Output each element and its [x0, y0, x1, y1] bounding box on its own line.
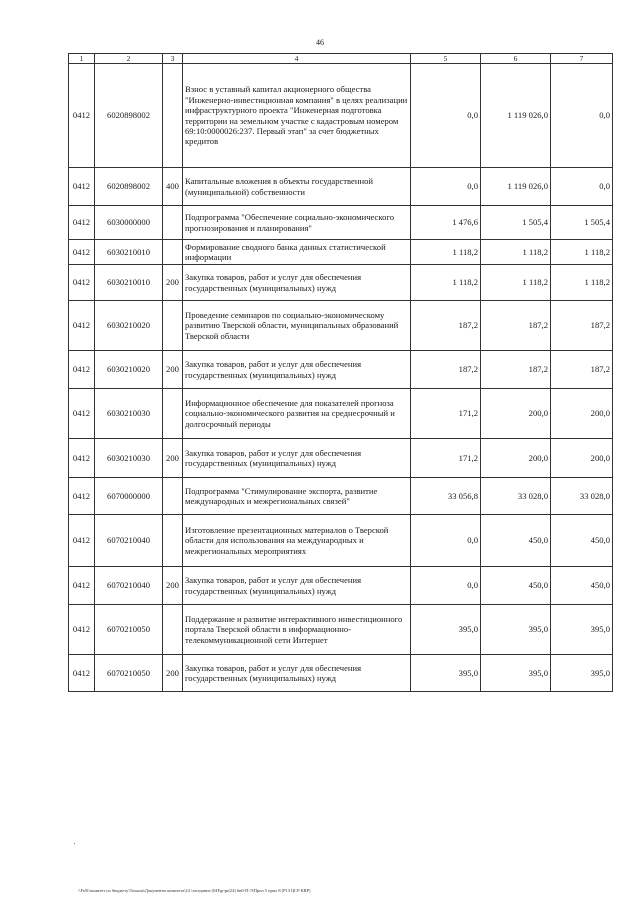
amount-col5: 1 476,6	[411, 206, 481, 240]
table-row	[69, 567, 613, 605]
amount-col5: 0,0	[411, 168, 481, 206]
expense-name: Закупка товаров, работ и услуг для обеспечения государственных (муниципальных) нужд	[183, 439, 411, 478]
table-row	[69, 168, 613, 206]
amount-col6: 187,2	[481, 301, 551, 351]
amount-col6: 33 028,0	[481, 478, 551, 515]
amount-col6: 187,2	[481, 351, 551, 389]
file-path-footer: \\Fs01\комитет по бюджету\Тольша\Документы комитета\24 \заседание (04Fgr\pr(24) 6н0-П-Э\Прил 5 прил 8 (Р13 ЦСР КВР)	[78, 888, 311, 893]
table-row	[69, 389, 613, 439]
amount-col6: 200,0	[481, 389, 551, 439]
expense-name: Закупка товаров, работ и услуг для обеспечения государственных (муниципальных) нужд	[183, 265, 411, 301]
amount-col5: 0,0	[411, 64, 481, 168]
amount-col7: 200,0	[551, 389, 613, 439]
amount-col7: 0,0	[551, 168, 613, 206]
amount-col5: 187,2	[411, 301, 481, 351]
expense-type-code: 200	[163, 655, 183, 692]
page-number: 46	[316, 38, 324, 47]
target-article-code: 6030000000	[95, 206, 163, 240]
section-code: 0412	[69, 655, 95, 692]
amount-col6: 1 118,2	[481, 240, 551, 265]
expense-type-code	[163, 240, 183, 265]
target-article-code: 6070210040	[95, 515, 163, 567]
expense-type-code	[163, 605, 183, 655]
amount-col7: 1 505,4	[551, 206, 613, 240]
section-code: 0412	[69, 605, 95, 655]
column-number-7: 7	[551, 54, 613, 64]
expense-type-code: 400	[163, 168, 183, 206]
table-row	[69, 265, 613, 301]
amount-col5: 0,0	[411, 567, 481, 605]
expense-name: Подпрограмма "Стимулирование экспорта, развитие международных и межрегиональных связей"	[183, 478, 411, 515]
expense-type-code	[163, 515, 183, 567]
amount-col7: 200,0	[551, 439, 613, 478]
amount-col7: 187,2	[551, 301, 613, 351]
expense-type-code: 200	[163, 265, 183, 301]
table-row	[69, 206, 613, 240]
expense-name: Поддержание и развитие интерактивного инвестиционного портала Тверской области в информационно-телекоммуникационной сети Интернет	[183, 605, 411, 655]
table-row	[69, 439, 613, 478]
amount-col7: 450,0	[551, 515, 613, 567]
expense-type-code: 200	[163, 351, 183, 389]
amount-col6: 395,0	[481, 655, 551, 692]
table-row	[69, 515, 613, 567]
target-article-code: 6030210030	[95, 439, 163, 478]
table-row	[69, 605, 613, 655]
target-article-code: 6030210030	[95, 389, 163, 439]
target-article-code: 6070210050	[95, 655, 163, 692]
expense-name: Взнос в уставный капитал акционерного общества "Инженерно-инвестиционная компания" в целях реализации инфраструктурного проекта "Инженерная подготовка территории на земельном участке с кадастровым номером 69:10:0000026:237. Первый этап" за счет бюджетных кредитов	[183, 64, 411, 168]
section-code: 0412	[69, 206, 95, 240]
column-number-5: 5	[411, 54, 481, 64]
column-number-4: 4	[183, 54, 411, 64]
expense-type-code	[163, 206, 183, 240]
scan-mark	[74, 843, 75, 844]
amount-col6: 1 119 026,0	[481, 168, 551, 206]
expense-name: Капитальные вложения в объекты государственной (муниципальной) собственности	[183, 168, 411, 206]
amount-col5: 395,0	[411, 605, 481, 655]
section-code: 0412	[69, 265, 95, 301]
section-code: 0412	[69, 168, 95, 206]
section-code: 0412	[69, 567, 95, 605]
amount-col6: 450,0	[481, 567, 551, 605]
expense-type-code	[163, 478, 183, 515]
target-article-code: 6030210010	[95, 240, 163, 265]
amount-col5: 395,0	[411, 655, 481, 692]
section-code: 0412	[69, 64, 95, 168]
expense-type-code: 200	[163, 439, 183, 478]
expense-name: Изготовление презентационных материалов о Тверской области для использования на международных и межрегиональных мероприятиях	[183, 515, 411, 567]
section-code: 0412	[69, 240, 95, 265]
amount-col6: 395,0	[481, 605, 551, 655]
amount-col5: 171,2	[411, 439, 481, 478]
expense-type-code: 200	[163, 567, 183, 605]
amount-col6: 1 119 026,0	[481, 64, 551, 168]
amount-col5: 171,2	[411, 389, 481, 439]
section-code: 0412	[69, 515, 95, 567]
amount-col5: 1 118,2	[411, 240, 481, 265]
column-number-2: 2	[95, 54, 163, 64]
amount-col7: 395,0	[551, 655, 613, 692]
amount-col5: 1 118,2	[411, 265, 481, 301]
target-article-code: 6020898002	[95, 168, 163, 206]
column-number-row	[69, 54, 613, 64]
section-code: 0412	[69, 389, 95, 439]
expense-name: Закупка товаров, работ и услуг для обеспечения государственных (муниципальных) нужд	[183, 351, 411, 389]
target-article-code: 6030210020	[95, 301, 163, 351]
table-row	[69, 478, 613, 515]
amount-col6: 1 118,2	[481, 265, 551, 301]
amount-col5: 0,0	[411, 515, 481, 567]
budget-table	[68, 53, 613, 692]
amount-col6: 450,0	[481, 515, 551, 567]
column-number-6: 6	[481, 54, 551, 64]
expense-name: Закупка товаров, работ и услуг для обеспечения государственных (муниципальных) нужд	[183, 655, 411, 692]
section-code: 0412	[69, 351, 95, 389]
amount-col7: 395,0	[551, 605, 613, 655]
target-article-code: 6070000000	[95, 478, 163, 515]
expense-name: Формирование сводного банка данных статистической информации	[183, 240, 411, 265]
section-code: 0412	[69, 478, 95, 515]
amount-col7: 0,0	[551, 64, 613, 168]
target-article-code: 6070210040	[95, 567, 163, 605]
target-article-code: 6070210050	[95, 605, 163, 655]
amount-col6: 200,0	[481, 439, 551, 478]
expense-name: Проведение семинаров по социально-экономическому развитию Тверской области, муниципальных образований Тверской области	[183, 301, 411, 351]
amount-col7: 450,0	[551, 567, 613, 605]
table-row	[69, 301, 613, 351]
amount-col6: 1 505,4	[481, 206, 551, 240]
amount-col7: 187,2	[551, 351, 613, 389]
table-row	[69, 240, 613, 265]
expense-type-code	[163, 301, 183, 351]
expense-name: Информационное обеспечение для показателей прогноза социально-экономического развития на среднесрочный и долгосрочный периоды	[183, 389, 411, 439]
expense-name: Подпрограмма "Обеспечение социально-экономического прогнозирования и планирования"	[183, 206, 411, 240]
target-article-code: 6020898002	[95, 64, 163, 168]
table-row	[69, 655, 613, 692]
amount-col7: 1 118,2	[551, 265, 613, 301]
target-article-code: 6030210020	[95, 351, 163, 389]
target-article-code: 6030210010	[95, 265, 163, 301]
amount-col7: 1 118,2	[551, 240, 613, 265]
expense-name: Закупка товаров, работ и услуг для обеспечения государственных (муниципальных) нужд	[183, 567, 411, 605]
amount-col7: 33 028,0	[551, 478, 613, 515]
column-number-3: 3	[163, 54, 183, 64]
section-code: 0412	[69, 301, 95, 351]
expense-type-code	[163, 389, 183, 439]
amount-col5: 187,2	[411, 351, 481, 389]
column-number-1: 1	[69, 54, 95, 64]
expense-type-code	[163, 64, 183, 168]
section-code: 0412	[69, 439, 95, 478]
table-row	[69, 64, 613, 168]
amount-col5: 33 056,8	[411, 478, 481, 515]
table-row	[69, 351, 613, 389]
